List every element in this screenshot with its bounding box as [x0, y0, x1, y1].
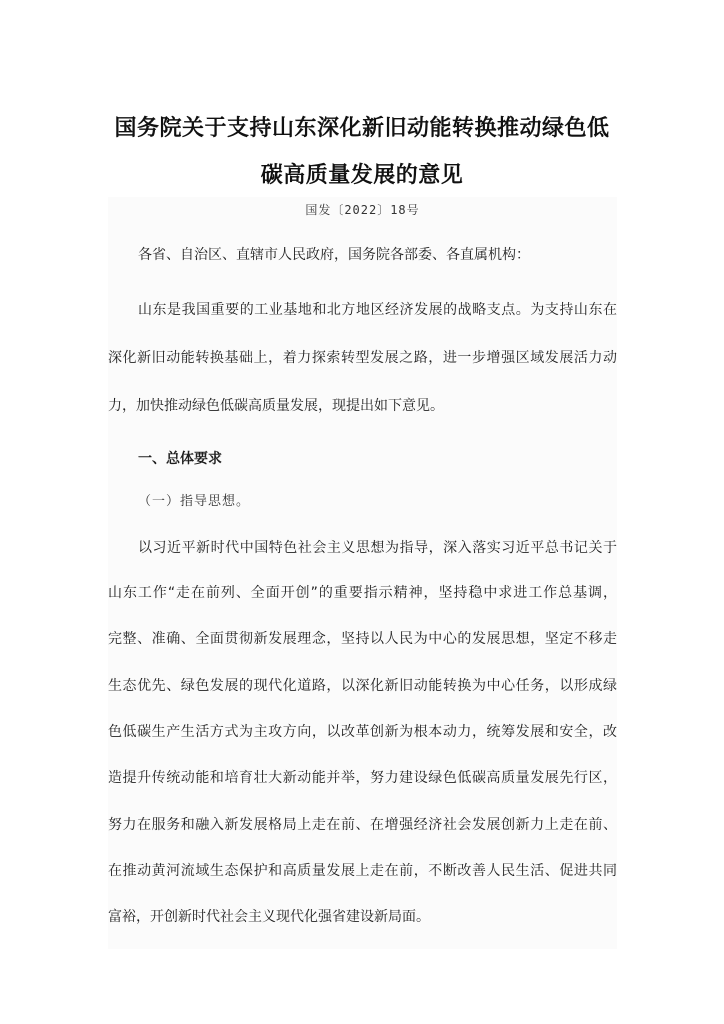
document-title-line-2: 碳高质量发展的意见 [260, 162, 464, 188]
salutation: 各省、自治区、直辖市人民政府，国务院各部委、各直属机构： [138, 247, 530, 263]
paragraph-line: 造提升传统动能和培育壮大新动能并举，努力建设绿色低碳高质量发展先行区， [108, 770, 617, 786]
paragraph-line: 以习近平新时代中国特色社会主义思想为指导，深入落实习近平总书记关于 [138, 540, 617, 556]
paragraph-line: 力，加快推动绿色低碳高质量发展，现提出如下意见。 [108, 398, 444, 414]
document-number: 国发〔2022〕18号 [305, 203, 420, 217]
paragraph-line: 生态优先、绿色发展的现代化道路，以深化新旧动能转换为中心任务，以形成绿 [108, 678, 617, 694]
document-title-line-1: 国务院关于支持山东深化新旧动能转换推动绿色低 [114, 115, 610, 141]
paragraph-line: 完整、准确、全面贯彻新发展理念，坚持以人民为中心的发展思想，坚定不移走 [108, 631, 617, 647]
paragraph-line: 在推动黄河流域生态保护和高质量发展上走在前，不断改善人民生活、促进共同 [108, 863, 617, 879]
paragraph-line: 富裕，开创新时代社会主义现代化强省建设新局面。 [108, 909, 430, 925]
paragraph-line: 努力在服务和融入新发展格局上走在前、在增强经济社会发展创新力上走在前、 [108, 817, 617, 833]
paragraph-line: 山东是我国重要的工业基地和北方地区经济发展的战略支点。为支持山东在 [138, 302, 617, 318]
section-heading: 一、总体要求 [138, 451, 222, 467]
paragraph-line: 山东工作“走在前列、全面开创”的重要指示精神，坚持稳中求进工作总基调， [108, 585, 617, 601]
subsection-heading: （一）指导思想。 [138, 494, 251, 509]
paragraph-line: 深化新旧动能转换基础上，着力探索转型发展之路，进一步增强区域发展活力动 [108, 350, 617, 366]
paragraph-line: 色低碳生产生活方式为主攻方向，以改革创新为根本动力，统筹发展和安全，改 [108, 724, 617, 740]
